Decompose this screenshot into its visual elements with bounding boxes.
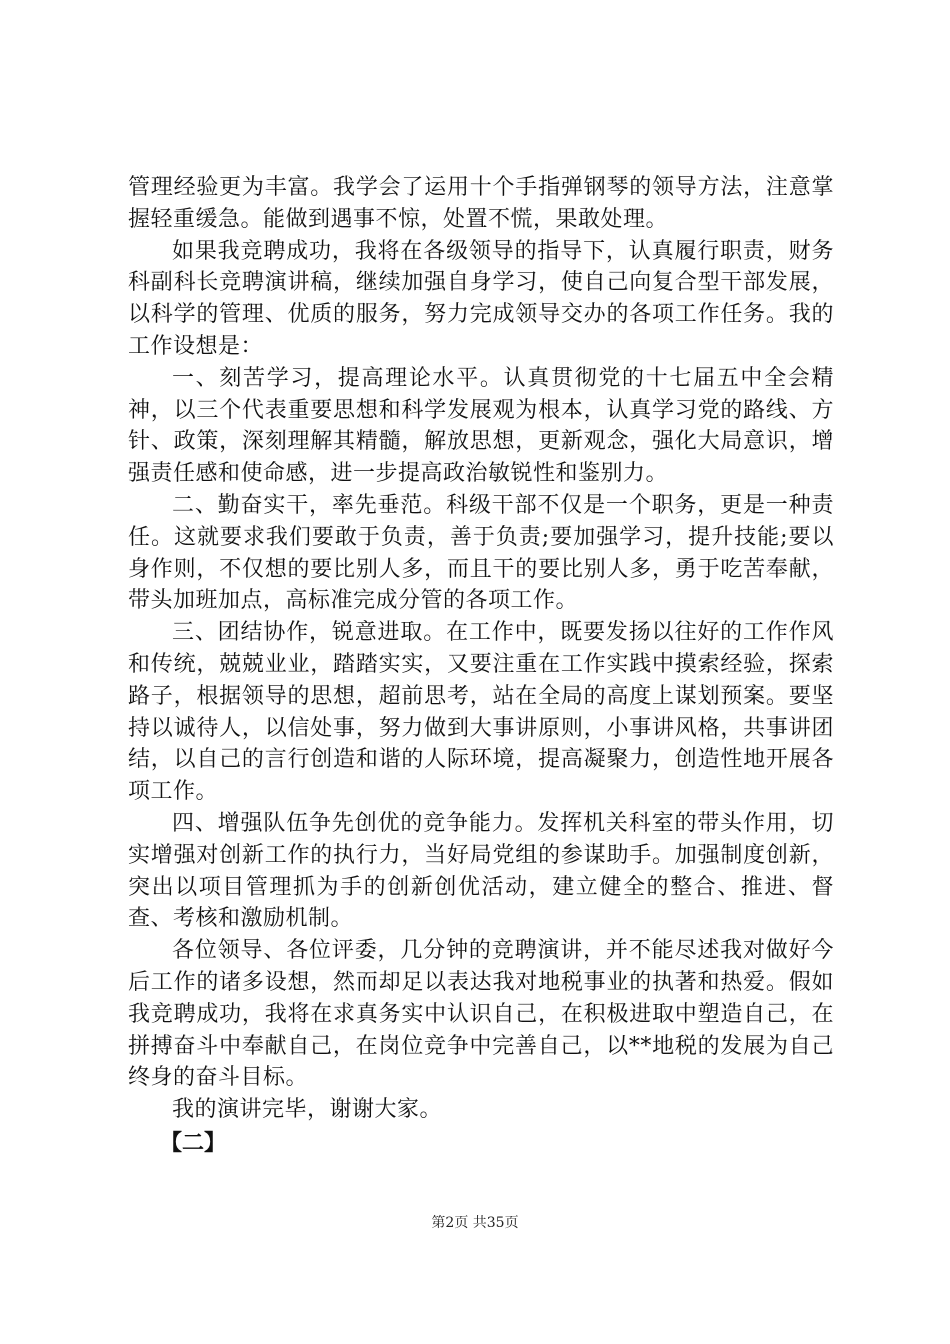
paragraph-6: 四、增强队伍争先创优的竞争能力。发挥机关科室的带头作用，切实增强对创新工作的执行力，当好局党组的参谋助手。加强制度创新，突出以项目管理抓为手的创新创优活动，建立健全的整合、推进、督查、考核和激励机制。 bbox=[128, 810, 834, 932]
paragraph-1: 管理经验更为丰富。我学会了运用十个手指弹钢琴的领导方法，注意掌握轻重缓急。能做到遇事不惊，处置不慌，果敢处理。 bbox=[128, 175, 834, 232]
section-marker: 【二】 bbox=[160, 1129, 227, 1156]
paragraph-8: 我的演讲完毕，谢谢大家。 bbox=[172, 1097, 443, 1123]
paragraph-3: 一、刻苦学习，提高理论水平。认真贯彻党的十七届五中全会精神，以三个代表重要思想和科学发展观为根本，认真学习党的路线、方针、政策，深刻理解其精髓，解放思想，更新观念，强化大局意识，增强责任感和使命感，进一步提高政治敏锐性和鉴别力。 bbox=[128, 365, 834, 487]
document-body bbox=[128, 172, 834, 1160]
page-number-footer: 第2页 共35页 bbox=[431, 1215, 519, 1231]
paragraph-4: 二、勤奋实干，率先垂范。科级干部不仅是一个职务，更是一种责任。这就要求我们要敢于负责，善于负责;要加强学习，提升技能;要以身作则，不仅想的要比别人多，而且干的要比别人多，勇于吃苦奉献，带头加班加点，高标准完成分管的各项工作。 bbox=[128, 492, 834, 614]
paragraph-2: 如果我竞聘成功，我将在各级领导的指导下，认真履行职责，财务科副科长竞聘演讲稿，继续加强自身学习，使自己向复合型干部发展，以科学的管理、优质的服务，努力完成领导交办的各项工作任务。我的工作设想是： bbox=[128, 238, 834, 359]
paragraph-7: 各位领导、各位评委，几分钟的竞聘演讲，并不能尽述我对做好今后工作的诸多设想，然而却足以表达我对地税事业的执著和热爱。假如我竞聘成功，我将在求真务实中认识自己，在积极进取中塑造自己，在拼搏奋斗中奉献自己，在岗位竞争中完善自己，以**地税的发展为自己终身的奋斗目标。 bbox=[128, 938, 834, 1091]
paragraph-5: 三、团结协作，锐意进取。在工作中，既要发扬以往好的工作作风和传统，兢兢业业，踏踏实实，又要注重在工作实践中摸索经验，探索路子，根据领导的思想，超前思考，站在全局的高度上谋划预案。要坚持以诚待人，以信处事，努力做到大事讲原则，小事讲风格，共事讲团结，以自己的言行创造和谐的人际环境，提高凝聚力，创造性地开展各项工作。 bbox=[128, 620, 834, 805]
